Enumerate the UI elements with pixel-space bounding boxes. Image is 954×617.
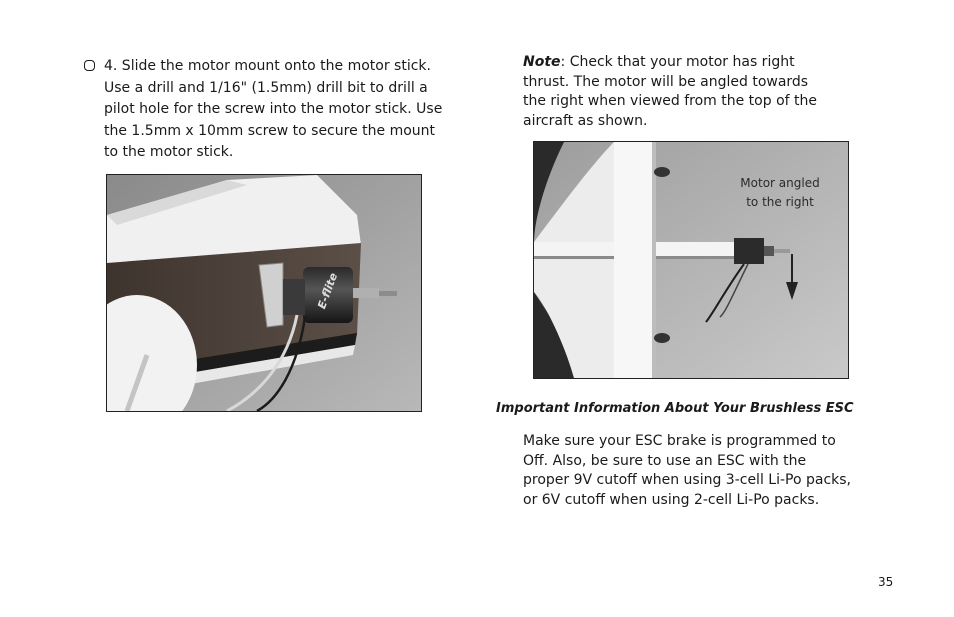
motor-angle-photo [533,141,849,379]
esc-section-heading: Important Information About Your Brushless ESC [496,401,854,416]
note-label: Note [523,54,561,70]
motor-brand-label: E-flite [315,271,341,311]
checkbox-icon[interactable] [84,60,95,71]
note-text: : Check that your motor has right thrust. The motor will be angled towards the right when viewed from the top of the aircraft as shown. [523,54,817,129]
page-number: 35 [878,575,894,589]
step-4-instruction [84,56,444,164]
step-4-text: 4. Slide the motor mount onto the motor stick. Use a drill and 1/16" (1.5mm) drill bit to drill a pilot hole for the screw into the motor stick. Use the 1.5mm x 10mm screw to secure the mount to the motor stick. [104,58,443,160]
callout-line-2: to the right [746,195,814,209]
motor-mount-photo [106,174,422,412]
esc-section-text: Make sure your ESC brake is programmed to Off. Also, be sure to use an ESC with the proper 9V cutoff when using 3-cell Li-Po packs, or 6V cutoff when using 2-cell Li-Po packs. [523,433,852,508]
callout-line-1: Motor angled [740,176,820,190]
note-paragraph [523,53,823,131]
